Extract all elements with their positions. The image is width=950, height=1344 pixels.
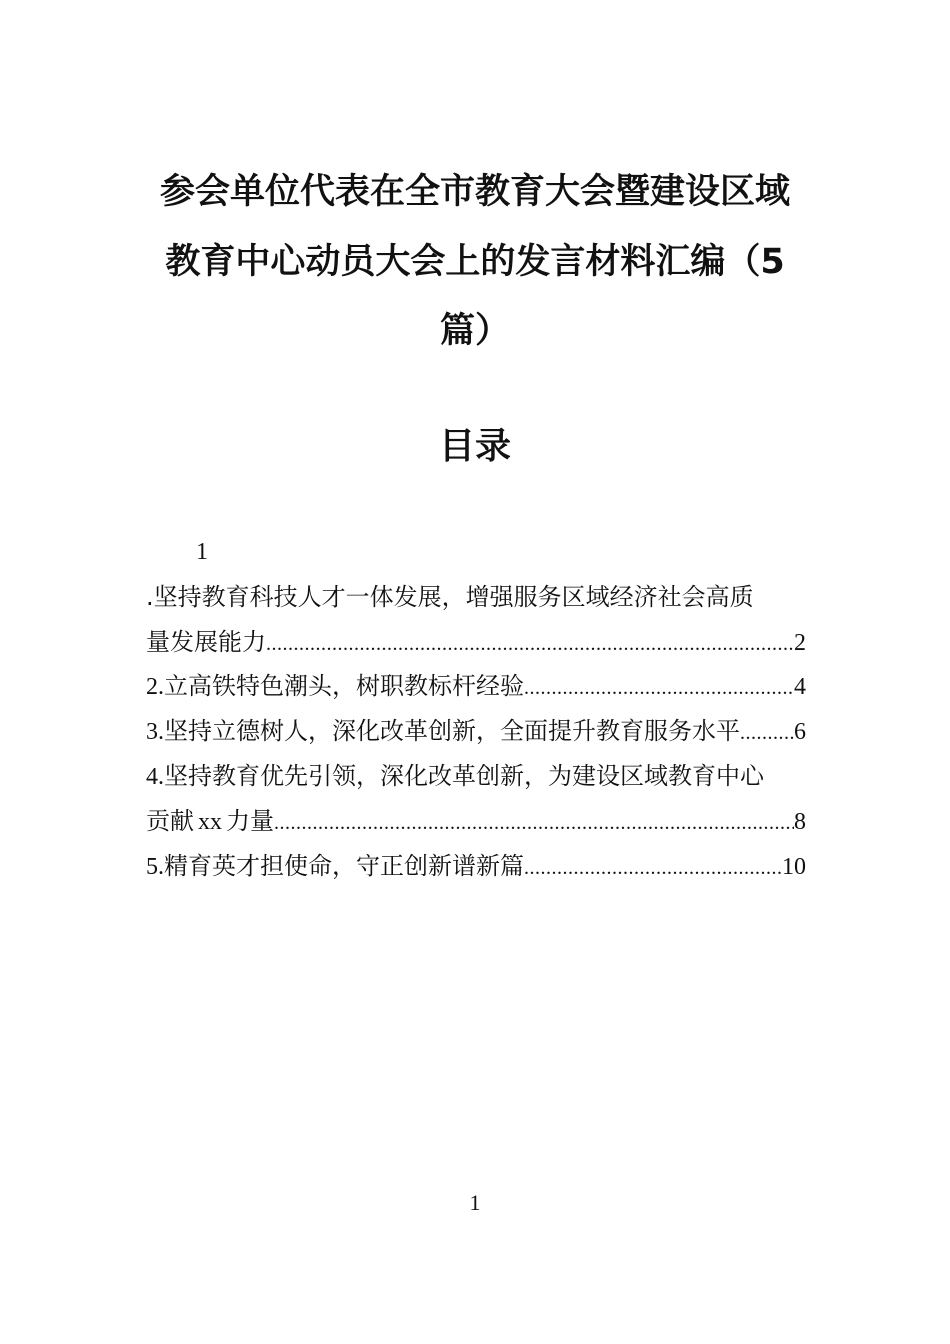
toc-item-4-text-cont-a: 贡献 (146, 806, 194, 835)
table-of-contents (146, 530, 806, 888)
toc-item-3[interactable] (146, 709, 806, 754)
toc-item-4-text-xx: xx (198, 808, 222, 835)
toc-item-1-text: .坚持教育科技人才一体发展，增强服务区域经济社会高质 (146, 582, 754, 611)
toc-item-5-number: 5. (146, 853, 164, 880)
toc-item-1-line-1[interactable] (146, 575, 806, 620)
toc-item-5[interactable] (146, 844, 806, 889)
toc-leader-dots (524, 666, 794, 711)
toc-item-1-number-line[interactable] (146, 530, 806, 575)
toc-item-1-number: 1 (196, 539, 208, 565)
toc-item-2-number: 2. (146, 674, 164, 701)
toc-item-4-number: 4. (146, 763, 164, 790)
toc-heading: 目录 (438, 426, 511, 467)
toc-item-2[interactable] (146, 664, 806, 709)
document-title-line-2: 教育中心动员大会上的发言材料汇编（5 (165, 242, 785, 282)
toc-leader-dots (266, 622, 794, 667)
document-title-line-3: 篇） (439, 311, 510, 351)
toc-item-4-line-1[interactable] (146, 754, 806, 799)
toc-item-2-text: 立高铁特色潮头，树职教标杆经验 (164, 672, 524, 701)
toc-item-1-page: 2 (794, 629, 806, 656)
toc-item-1-line-2[interactable] (146, 620, 806, 665)
toc-item-3-text: 坚持立德树人，深化改革创新，全面提升教育服务水平 (164, 717, 740, 746)
toc-leader-dots (274, 801, 794, 846)
page-number: 1 (469, 1190, 481, 1215)
toc-leader-dots (740, 711, 794, 756)
toc-item-3-page: 6 (794, 719, 806, 746)
toc-item-5-text: 精育英才担使命，守正创新谱新篇 (164, 851, 524, 880)
toc-item-4-page: 8 (794, 808, 806, 835)
toc-item-2-page: 4 (794, 674, 806, 701)
toc-item-5-page: 10 (782, 853, 806, 880)
toc-item-4-line-2[interactable] (146, 799, 806, 844)
toc-leader-dots (524, 846, 782, 891)
toc-item-4-text-cont-b: 力量 (226, 806, 274, 835)
toc-item-4-text: 坚持教育优先引领，深化改革创新，为建设区域教育中心 (164, 761, 764, 790)
document-title-line-1: 参会单位代表在全市教育大会暨建设区域 (159, 172, 790, 212)
toc-item-3-number: 3. (146, 719, 164, 746)
toc-item-1-text-cont: 量发展能力 (146, 627, 266, 656)
